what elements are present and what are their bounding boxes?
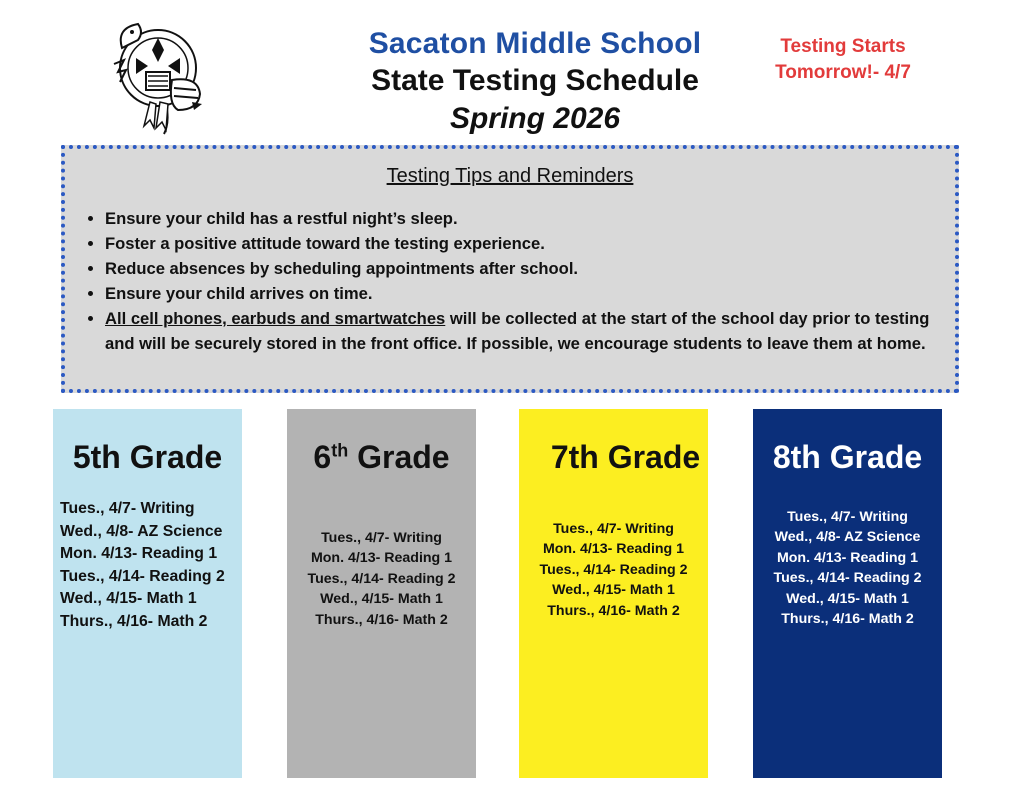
schedule-item: Mon. 4/13- Reading 1 (60, 545, 218, 563)
grade-6-number: 6 (313, 439, 332, 475)
grade-5-title: 5th Grade (72, 439, 223, 475)
schedule-item: Tues., 4/14- Reading 2 (773, 570, 922, 587)
testing-alert (752, 34, 934, 86)
alert-line-1: Testing Starts (780, 36, 906, 57)
grade-8-column (753, 409, 942, 778)
tip-item: • Foster a positive attitude toward the testing experience. (105, 231, 931, 256)
grade-6-schedule (287, 528, 476, 630)
grade-7-column (519, 409, 708, 778)
schedule-item: Wed., 4/8- AZ Science (774, 529, 921, 546)
grade-6-title (287, 439, 476, 476)
schedule-item: Tues., 4/7- Writing (553, 521, 674, 537)
grade-5-schedule (53, 498, 242, 634)
schedule-item: Wed., 4/15- Math 1 (552, 582, 675, 599)
grade-8-title: 8th Grade (772, 439, 923, 475)
schedule-item: Tues., 4/14- Reading 2 (539, 561, 688, 578)
tip-item: • Reduce absences by scheduling appointments after school. (105, 256, 931, 281)
grade-6-suffix: th (331, 440, 349, 461)
schedule-item: Tues., 4/7- Writing (787, 509, 908, 525)
tip-item: • Ensure your child has a restful night’s sleep. (105, 206, 931, 231)
page-title: State Testing Schedule (371, 64, 699, 97)
alert-line-2: Tomorrow!- 4/7 (775, 62, 911, 83)
schedule-item: Wed., 4/15- Math 1 (320, 591, 443, 608)
term-label: Spring 2026 (449, 102, 621, 135)
tip-devices-rest: will be collected at the start of the school day prior to testing and will be securely stored in the front office. If possible, we encourage students to leave them at home. (105, 309, 930, 353)
tips-title: Testing Tips and Reminders (386, 165, 634, 187)
tips-list (65, 206, 955, 356)
school-name: Sacaton Middle School (368, 27, 702, 60)
schedule-item: Wed., 4/8- AZ Science (60, 522, 223, 540)
page-header (300, 26, 770, 138)
grade-7-schedule (519, 519, 708, 621)
grade-6-word: Grade (348, 439, 450, 475)
tip-item-devices (105, 306, 931, 356)
schedule-item: Wed., 4/15- Math 1 (786, 590, 909, 607)
schedule-item: Mon. 4/13- Reading 1 (542, 541, 685, 558)
schedule-item: Thurs., 4/16- Math 2 (315, 611, 448, 628)
schedule-item: Tues., 4/14- Reading 2 (60, 567, 225, 585)
grade-5-column (53, 409, 242, 778)
tips-box (61, 145, 959, 393)
tip-devices-underlined: All cell phones, earbuds and smartwatches (105, 309, 446, 328)
schedule-item: Thurs., 4/16- Math 2 (781, 611, 914, 628)
eagle-mascot-icon (108, 18, 204, 138)
schedule-item: Thurs., 4/16- Math 2 (547, 602, 680, 619)
schedule-item: Mon. 4/13- Reading 1 (776, 549, 919, 566)
grade-7-title: 7th Grade (550, 439, 701, 475)
schedule-item: Tues., 4/7- Writing (321, 530, 442, 546)
tip-item: • Ensure your child arrives on time. (105, 281, 931, 306)
grade-6-column (287, 409, 476, 778)
schedule-item: Tues., 4/7- Writing (60, 500, 195, 517)
grade-8-schedule (753, 507, 942, 629)
schedule-item: Thurs., 4/16- Math 2 (60, 612, 208, 630)
schedule-item: Tues., 4/14- Reading 2 (307, 570, 456, 587)
schedule-item: Wed., 4/15- Math 1 (60, 590, 197, 608)
schedule-item: Mon. 4/13- Reading 1 (310, 550, 453, 567)
